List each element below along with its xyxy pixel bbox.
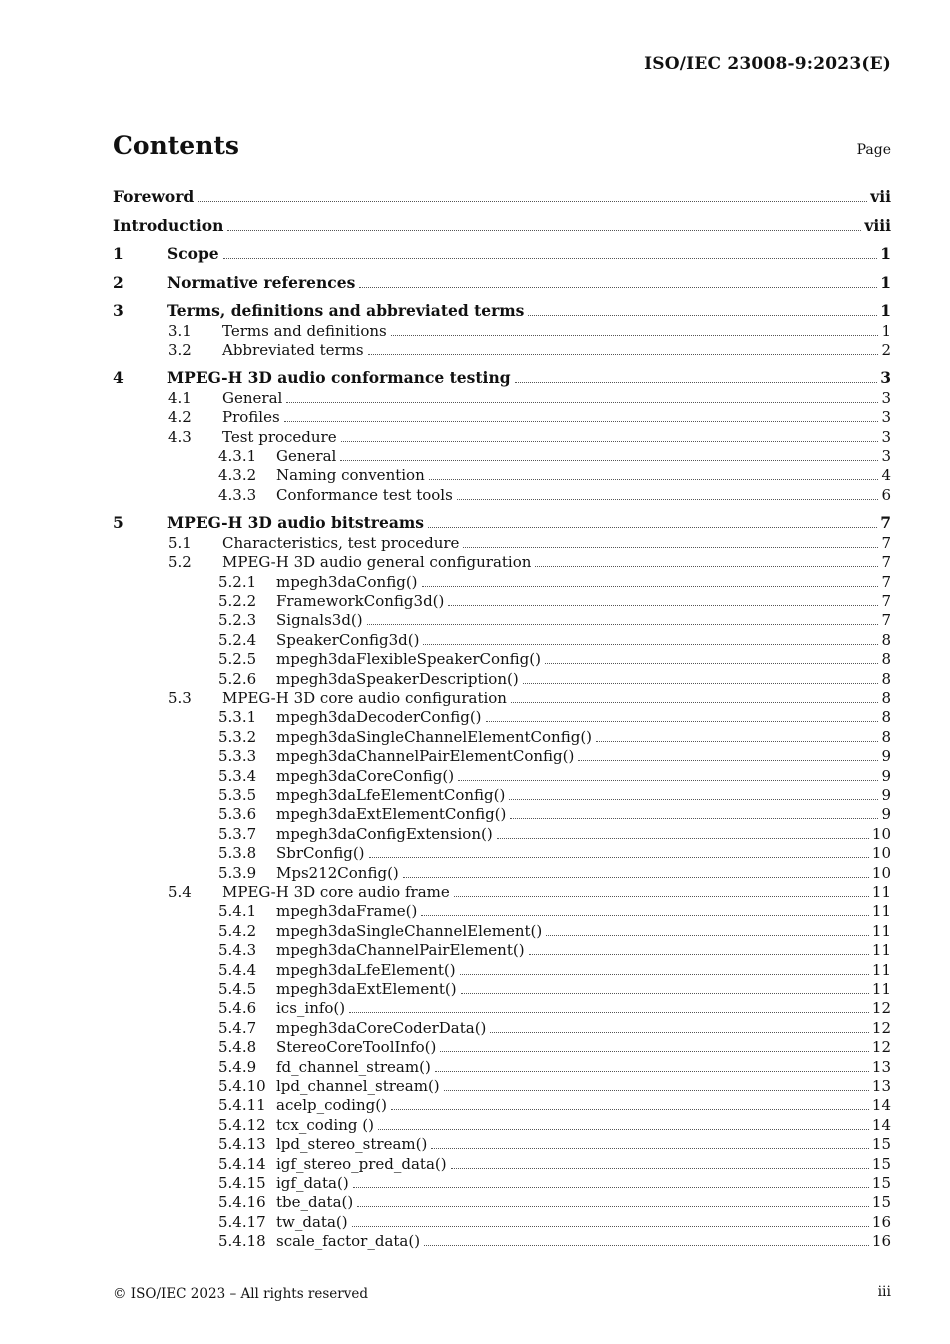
- dot-leader: [286, 388, 878, 403]
- toc-entry-title: mpegh3daConfig(): [276, 572, 418, 591]
- toc-entry-page: 7: [880, 513, 891, 533]
- toc-entry-page: 9: [881, 766, 891, 785]
- toc-entry-number: 5.2.1: [218, 572, 257, 591]
- toc-entry[interactable]: [113, 407, 891, 427]
- toc-entry-title: Introduction: [113, 215, 224, 235]
- dot-leader: [340, 446, 878, 461]
- toc-entry[interactable]: [113, 1095, 891, 1115]
- toc-entry[interactable]: [113, 901, 891, 921]
- toc-entry-title: lpd_stereo_stream(): [276, 1135, 428, 1154]
- dot-leader: [369, 843, 869, 858]
- dot-leader: [454, 882, 869, 897]
- toc-entry-title: mpegh3daSpeakerDescription(): [276, 669, 519, 688]
- toc-entry[interactable]: [113, 591, 891, 611]
- toc-entry[interactable]: [113, 446, 891, 466]
- toc-entry-number: 5.3.3: [218, 747, 257, 766]
- dot-leader: [391, 1095, 869, 1110]
- dot-leader: [359, 273, 877, 288]
- dot-leader: [424, 1231, 869, 1246]
- toc-entry-title: mpegh3daConfigExtension(): [276, 824, 493, 843]
- toc-entry-number: 5.2.5: [218, 650, 257, 669]
- toc-entry-page: 8: [881, 630, 891, 649]
- toc-entry-title: General: [276, 447, 337, 465]
- toc-entry-page: 3: [881, 388, 891, 407]
- page-title: Contents: [113, 131, 240, 160]
- toc-entry-title: mpegh3daExtElement(): [276, 979, 457, 998]
- toc-entry-number: 5.2: [168, 553, 192, 572]
- dot-leader: [546, 921, 869, 936]
- toc-entry-page: 12: [871, 999, 891, 1018]
- toc-entry-page: 1: [880, 272, 891, 292]
- toc-entry-page: 7: [881, 611, 891, 630]
- toc-entry-title: Conformance test tools: [276, 485, 453, 504]
- toc-entry-number: 5.4.2: [218, 921, 257, 940]
- toc-entry-number: 5.3.2: [218, 727, 257, 746]
- toc-entry-page: 3: [881, 408, 891, 427]
- dot-leader: [423, 630, 878, 645]
- toc-entry-page: 6: [881, 485, 891, 504]
- dot-leader: [509, 785, 878, 800]
- toc-entry-title: fd_channel_stream(): [276, 1057, 431, 1076]
- toc-entry[interactable]: [113, 824, 891, 844]
- toc-entry-page: 13: [871, 1076, 891, 1095]
- toc-entry-title: lpd_channel_stream(): [276, 1076, 440, 1095]
- toc-entry-page: 8: [881, 650, 891, 669]
- toc-entry[interactable]: [113, 465, 891, 485]
- toc-entry-title: Profiles: [222, 408, 280, 427]
- dot-leader: [463, 533, 878, 548]
- toc-entry-title: MPEG-H 3D core audio frame: [222, 882, 450, 901]
- toc-entry[interactable]: [113, 1037, 891, 1057]
- toc-entry[interactable]: [113, 863, 891, 883]
- toc-entry-title: StereoCoreToolInfo(): [276, 1038, 437, 1057]
- page-column-label: Page: [856, 142, 891, 158]
- toc-entry-page: 7: [881, 553, 891, 572]
- toc-entry-number: 5: [113, 513, 124, 533]
- toc-entry-title: General: [222, 388, 283, 407]
- toc-entry-number: 5.4.12: [218, 1115, 266, 1134]
- toc-entry-title: acelp_coding(): [276, 1096, 387, 1115]
- toc-entry[interactable]: [113, 630, 891, 650]
- toc-entry-number: 5.3.8: [218, 844, 257, 863]
- toc-entry-number: 4.2: [168, 408, 192, 427]
- toc-entry-number: 4.3.3: [218, 485, 257, 504]
- toc-entry-page: 11: [871, 902, 891, 921]
- toc-entry-title: SbrConfig(): [276, 844, 365, 863]
- toc-entry[interactable]: [113, 273, 891, 293]
- toc-entry-page: 7: [881, 572, 891, 591]
- dot-leader: [429, 465, 879, 480]
- toc-entry-number: 5.1: [168, 533, 192, 552]
- toc-entry-title: Mps212Config(): [276, 863, 399, 882]
- toc-entry-number: 5.4.13: [218, 1135, 266, 1154]
- toc-entry-title: Terms, definitions and abbreviated terms: [167, 301, 525, 320]
- toc-entry-title: mpegh3daFlexibleSpeakerConfig(): [276, 650, 541, 669]
- toc-entry-page: 4: [881, 466, 891, 485]
- toc-entry-page: 15: [871, 1193, 891, 1212]
- toc-entry-number: 5.2.6: [218, 669, 257, 688]
- dot-leader: [511, 688, 878, 703]
- dot-leader: [368, 340, 879, 355]
- dot-leader: [391, 321, 879, 336]
- toc-entry[interactable]: [113, 746, 891, 766]
- dot-leader: [486, 707, 879, 722]
- toc-entry-page: 13: [871, 1057, 891, 1076]
- toc-entry[interactable]: [113, 1076, 891, 1096]
- toc-entry-page: 8: [881, 727, 891, 746]
- toc-entry-title: SpeakerConfig3d(): [276, 630, 420, 649]
- toc-entry-number: 5.4.14: [218, 1154, 266, 1173]
- dot-leader: [435, 1057, 869, 1072]
- toc-entry-title: mpegh3daCoreCoderData(): [276, 1018, 487, 1037]
- toc-entry-page: 8: [881, 688, 891, 707]
- toc-entry-page: 16: [871, 1232, 891, 1251]
- toc-entry-page: 16: [871, 1212, 891, 1231]
- toc-entry-page: 2: [881, 340, 891, 359]
- toc-entry[interactable]: [113, 533, 891, 553]
- toc-entry[interactable]: [113, 427, 891, 447]
- toc-entry-number: 5.4.3: [218, 941, 257, 960]
- toc-entry[interactable]: [113, 340, 891, 360]
- toc-entry-number: 5.4: [168, 882, 192, 901]
- toc-entry[interactable]: [113, 940, 891, 960]
- toc-entry-title: mpegh3daExtElementConfig(): [276, 805, 507, 824]
- toc-entry[interactable]: [113, 843, 891, 863]
- dot-leader: [353, 1173, 869, 1188]
- toc-entry-title: tcx_coding (): [276, 1115, 374, 1134]
- toc-entry-number: 5.2.3: [218, 611, 257, 630]
- dot-leader: [403, 863, 869, 878]
- toc-entry-page: 3: [880, 368, 891, 388]
- toc-entry-number: 3.2: [168, 340, 192, 359]
- toc-entry-number: 5.4.8: [218, 1038, 257, 1057]
- toc-entry-title: Signals3d(): [276, 611, 363, 630]
- toc-entry-number: 5.3.4: [218, 766, 257, 785]
- toc-entry[interactable]: [113, 368, 891, 388]
- toc-entry-title: MPEG-H 3D core audio configuration: [222, 688, 507, 707]
- toc-entry-page: 8: [881, 669, 891, 688]
- dot-leader: [490, 1018, 868, 1033]
- dot-leader: [460, 960, 869, 975]
- toc-entry-title: mpegh3daLfeElementConfig(): [276, 785, 506, 804]
- toc-entry[interactable]: [113, 688, 891, 708]
- dot-leader: [510, 804, 878, 819]
- toc-entry-number: 5.4.4: [218, 960, 257, 979]
- toc-entry-page: 10: [871, 824, 891, 843]
- dot-leader: [596, 727, 878, 742]
- toc-entry[interactable]: [113, 882, 891, 902]
- toc-entry-number: 5.3.9: [218, 863, 257, 882]
- toc-entry[interactable]: [113, 1192, 891, 1212]
- toc-entry-page: 7: [881, 591, 891, 610]
- toc-entry-number: 5.4.18: [218, 1232, 266, 1251]
- dot-leader: [341, 427, 879, 442]
- toc-entry-number: 4.3: [168, 427, 192, 446]
- dot-leader: [428, 513, 877, 528]
- toc-entry-page: 3: [881, 427, 891, 446]
- toc-entry-page: 10: [871, 844, 891, 863]
- toc-entry[interactable]: [113, 785, 891, 805]
- toc-entry-number: 5.4.1: [218, 902, 257, 921]
- dot-leader: [457, 485, 879, 500]
- toc-entry-number: 5.4.7: [218, 1018, 257, 1037]
- dot-leader: [422, 572, 879, 587]
- dot-leader: [198, 187, 867, 202]
- toc-entry-number: 4.1: [168, 388, 192, 407]
- toc-entry[interactable]: [113, 572, 891, 592]
- toc-entry-number: 5.4.9: [218, 1057, 257, 1076]
- toc-entry-page: 1: [881, 321, 891, 340]
- toc-entry-number: 5.4.11: [218, 1096, 266, 1115]
- toc-entry-title: Normative references: [167, 272, 356, 292]
- toc-entry[interactable]: [113, 1231, 891, 1251]
- toc-entry-page: 15: [871, 1135, 891, 1154]
- dot-leader: [448, 591, 878, 606]
- toc-entry-title: ics_info(): [276, 999, 346, 1018]
- toc-entry[interactable]: [113, 513, 891, 533]
- toc-entry-title: MPEG-H 3D audio general configuration: [222, 553, 532, 572]
- toc-entry-number: 2: [113, 272, 124, 292]
- toc-entry[interactable]: [113, 1115, 891, 1135]
- toc-entry[interactable]: [113, 979, 891, 999]
- toc-entry-page: vii: [870, 187, 891, 206]
- toc-entry-page: 9: [881, 747, 891, 766]
- toc-entry[interactable]: [113, 1212, 891, 1232]
- toc-entry-page: 11: [871, 941, 891, 960]
- toc-entry-number: 5.4.10: [218, 1076, 266, 1095]
- dot-leader: [378, 1115, 869, 1130]
- toc-entry-page: 1: [880, 301, 891, 320]
- toc-entry-number: 5.2.4: [218, 630, 257, 649]
- toc-entry-title: mpegh3daChannelPairElement(): [276, 941, 525, 960]
- toc-entry-number: 5.3.1: [218, 708, 257, 727]
- toc-entry[interactable]: [113, 1057, 891, 1077]
- toc-entry-title: tw_data(): [276, 1212, 348, 1231]
- toc-entry-title: mpegh3daSingleChannelElementConfig(): [276, 727, 593, 746]
- toc-entry-page: 15: [871, 1173, 891, 1192]
- toc-entry-page: 12: [871, 1038, 891, 1057]
- dot-leader: [421, 901, 869, 916]
- toc-entry[interactable]: [113, 727, 891, 747]
- toc-entry-title: mpegh3daSingleChannelElement(): [276, 921, 543, 940]
- toc-entry[interactable]: [113, 388, 891, 408]
- toc-entry-title: igf_stereo_pred_data(): [276, 1154, 447, 1173]
- toc-entry-number: 5.2.2: [218, 591, 257, 610]
- toc-entry[interactable]: [113, 321, 891, 341]
- dot-leader: [578, 746, 878, 761]
- toc-entry-title: scale_factor_data(): [276, 1232, 421, 1251]
- toc-entry-number: 5.4.6: [218, 999, 257, 1018]
- dot-leader: [444, 1076, 869, 1091]
- dot-leader: [529, 940, 869, 955]
- toc-entry-number: 4: [113, 368, 124, 388]
- dot-leader: [367, 610, 879, 625]
- toc-entry-number: 3: [113, 301, 124, 320]
- toc-entry-title: MPEG-H 3D audio conformance testing: [167, 368, 511, 388]
- toc-entry[interactable]: [113, 187, 891, 207]
- toc-entry-number: 5.4.15: [218, 1173, 266, 1192]
- footer-copyright: © ISO/IEC 2023 – All rights reserved: [113, 1286, 368, 1302]
- toc-entry[interactable]: [113, 216, 891, 236]
- toc-entry-title: MPEG-H 3D audio bitstreams: [167, 513, 424, 533]
- dot-leader: [515, 368, 878, 383]
- toc-entry-number: 4.3.2: [218, 466, 257, 485]
- toc-entry-page: 11: [871, 921, 891, 940]
- dot-leader: [440, 1037, 869, 1052]
- toc-entry-page: 3: [881, 447, 891, 465]
- dot-leader: [357, 1192, 869, 1207]
- toc-entry-title: mpegh3daFrame(): [276, 902, 418, 921]
- toc-entry-title: FrameworkConfig3d(): [276, 591, 445, 610]
- toc-entry-number: 4.3.1: [218, 447, 257, 465]
- dot-leader: [227, 216, 861, 231]
- toc-entry[interactable]: [113, 244, 891, 264]
- toc-entry[interactable]: [113, 669, 891, 689]
- dot-leader: [431, 1134, 869, 1149]
- toc-entry-page: 1: [880, 244, 891, 263]
- toc-entry-title: Test procedure: [222, 427, 337, 446]
- dot-leader: [284, 407, 879, 422]
- toc-entry-number: 5.4.5: [218, 979, 257, 998]
- dot-leader: [528, 301, 877, 316]
- toc-entry-number: 5.3.7: [218, 824, 257, 843]
- toc-entry-title: Scope: [167, 244, 219, 263]
- toc-entry[interactable]: [113, 649, 891, 669]
- toc-entry-number: 5.3.6: [218, 805, 257, 824]
- toc-entry[interactable]: [113, 485, 891, 505]
- toc-entry-page: 11: [871, 979, 891, 998]
- toc-entry-number: 5.4.16: [218, 1193, 266, 1212]
- toc-entry[interactable]: [113, 1018, 891, 1038]
- dot-leader: [523, 669, 879, 684]
- toc-entry-page: 14: [871, 1115, 891, 1134]
- toc-entry[interactable]: [113, 1154, 891, 1174]
- toc-entry[interactable]: [113, 552, 891, 572]
- toc-entry-title: tbe_data(): [276, 1193, 354, 1212]
- toc-entry[interactable]: [113, 301, 891, 321]
- dot-leader: [223, 244, 878, 259]
- toc-entry-number: 3.1: [168, 321, 192, 340]
- toc-entry-page: 11: [871, 960, 891, 979]
- toc-entry-title: Terms and definitions: [222, 321, 387, 340]
- toc-entry[interactable]: [113, 610, 891, 630]
- toc-entry[interactable]: [113, 707, 891, 727]
- toc-entry-number: 5.3.5: [218, 785, 257, 804]
- toc-entry-title: igf_data(): [276, 1173, 349, 1192]
- toc-entry-page: 15: [871, 1154, 891, 1173]
- footer-page-number: iii: [877, 1284, 891, 1300]
- toc-entry[interactable]: [113, 766, 891, 786]
- toc-entry-page: 14: [871, 1096, 891, 1115]
- dot-leader: [545, 649, 878, 664]
- toc-entry-title: mpegh3daChannelPairElementConfig(): [276, 747, 575, 766]
- toc-entry-page: 9: [881, 805, 891, 824]
- toc-entry-title: mpegh3daCoreConfig(): [276, 766, 455, 785]
- toc-entry-number: 5.4.17: [218, 1212, 266, 1231]
- toc-entry[interactable]: [113, 998, 891, 1018]
- toc-entry-page: 9: [881, 785, 891, 804]
- toc-entry[interactable]: [113, 960, 891, 980]
- toc-entry[interactable]: [113, 1134, 891, 1154]
- dot-leader: [461, 979, 869, 994]
- toc-entry-page: 12: [871, 1018, 891, 1037]
- dot-leader: [497, 824, 869, 839]
- dot-leader: [458, 766, 878, 781]
- toc-entry-title: Characteristics, test procedure: [222, 533, 460, 552]
- toc-entry-number: 1: [113, 244, 124, 263]
- toc-entry-number: 5.3: [168, 688, 192, 707]
- toc-entry[interactable]: [113, 1173, 891, 1193]
- toc-entry-title: mpegh3daLfeElement(): [276, 960, 456, 979]
- toc-entry-page: 11: [871, 882, 891, 901]
- document-header-id: ISO/IEC 23008-9:2023(E): [644, 54, 891, 74]
- toc-entry-title: Naming convention: [276, 466, 425, 485]
- dot-leader: [352, 1212, 869, 1227]
- dot-leader: [535, 552, 878, 567]
- toc-entry-title: Foreword: [113, 187, 195, 206]
- toc-entry-title: mpegh3daDecoderConfig(): [276, 708, 482, 727]
- toc-entry[interactable]: [113, 804, 891, 824]
- toc-entry-page: 10: [871, 863, 891, 882]
- toc-entry-page: 7: [881, 533, 891, 552]
- dot-leader: [451, 1154, 869, 1169]
- toc-entry-page: viii: [864, 215, 891, 235]
- toc-entry-title: Abbreviated terms: [222, 340, 364, 359]
- dot-leader: [349, 998, 869, 1013]
- toc-entry-page: 8: [881, 708, 891, 727]
- toc-entry[interactable]: [113, 921, 891, 941]
